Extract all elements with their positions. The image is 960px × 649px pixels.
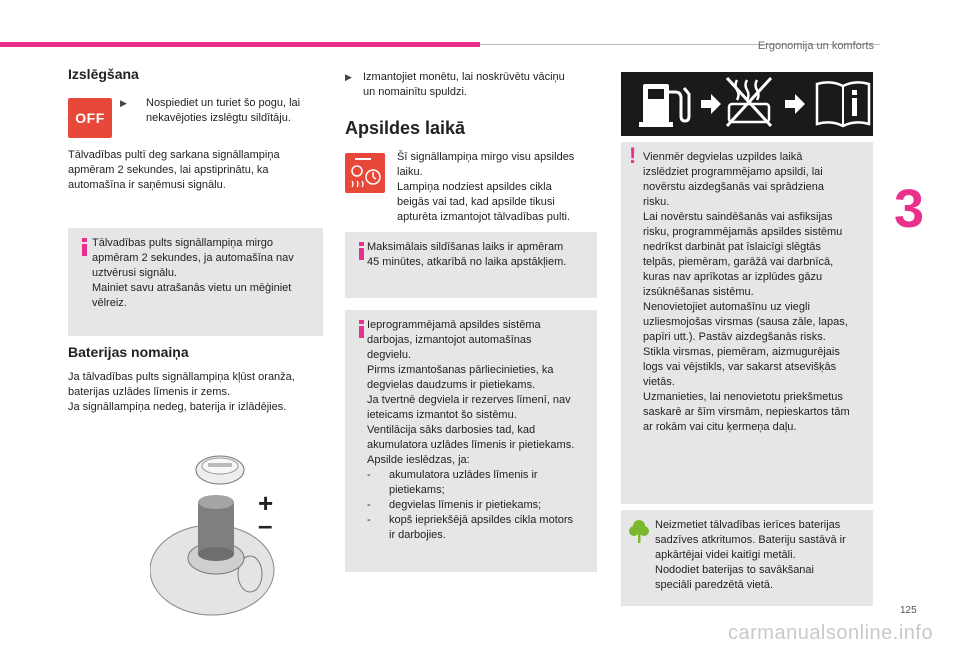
text-line: Lampiņa nodziest apsildes cikla (397, 181, 552, 193)
eco-leaf-icon (629, 518, 649, 544)
text-line: Nododiet baterijas to savākšanai (655, 564, 814, 576)
header-accent-bar (0, 42, 480, 47)
off-button-icon (68, 98, 112, 138)
text-line: kopš iepriekšējā apsildes cikla motors (389, 514, 574, 526)
heading-battery-replacement: Baterijas nomaiņa (68, 344, 189, 360)
text-line: izsūknēšanas sistēmu. (643, 286, 754, 298)
info-note-blink (68, 228, 323, 336)
heater-off-icon (727, 78, 771, 126)
text-line: logs vai vējstikls, var sakarst atsevišķās (643, 361, 837, 373)
info-note-fuel (345, 310, 597, 572)
text-line: beigās vai tad, kad apsilde tikusi (397, 196, 555, 208)
text-line: Šī signāllampiņa mirgo visu apsildes (397, 151, 575, 163)
fuel-pump-icon (639, 84, 689, 127)
text-line: degvielas daudzums ir pietiekams. (367, 379, 536, 391)
text-line: Stikla virsmas, piemēram, aizmugurējais (643, 346, 840, 358)
text-line: Nenovietojiet automašīnu uz viegli (643, 301, 810, 313)
text-line: Vienmēr degvielas uzpildes laikā (643, 151, 803, 163)
text-line: automašīna ir saņēmusi signālu. (68, 179, 226, 191)
text-line: degvielas līmenis ir pietiekams; (389, 499, 542, 511)
page-header-title: Ergonomija un komforts (757, 40, 874, 52)
text-line: Izmantojiet monētu, lai noskrūvētu vāciņu (363, 71, 565, 83)
warning-exclamation-icon: ! (629, 143, 637, 168)
arrow-right-icon (701, 94, 721, 114)
text-line: Uzmanieties, lai nenovietotu priekšmetus (643, 391, 843, 403)
text-line: Ventilācija sāks darbosies tad, kad (367, 424, 536, 436)
text-line: akumulatora uzlādes līmenis ir pietiekams. (367, 439, 575, 451)
text-line: Neizmetiet tālvadības ierīces baterijas (655, 519, 841, 531)
text-line: Ieprogrammējamā apsildes sistēma (367, 319, 541, 331)
text-line: vēlreiz. (92, 297, 127, 309)
text-line: Pirms izmantošanas pārliecinieties, ka (367, 364, 554, 376)
text-line: Apsilde ieslēdzas, ja: (367, 454, 470, 466)
text-line: speciāli paredzētā vietā. (655, 579, 774, 591)
text-line: laiku. (397, 166, 423, 178)
text-line: Tālvadības pults signāllampiņa mirgo (92, 237, 273, 249)
list-item: - degvielas līmenis ir pietiekams; (367, 499, 542, 511)
text-line: Mainiet savu atrašanās vietu un mēģiniet (92, 282, 292, 294)
list-item: - kopš iepriekšējā apsildes cikla motors ir darbojies. (367, 514, 574, 541)
text-line: pietiekams; (389, 484, 445, 496)
paragraph-confirm (68, 148, 328, 193)
text-line: uztvērusi signālu. (92, 267, 177, 279)
text-line: apturēta izmantojot tālvadības pulti. (397, 211, 571, 223)
text-line: akumulatora uzlādes līmenis ir (389, 469, 538, 481)
text-line: Ja tvertnē degviela ir rezerves līmenī, nav (367, 394, 571, 406)
arrow-right-icon (785, 94, 805, 114)
text-line: apkārtējai videi kaitīgi metāli. (655, 549, 796, 561)
list-item: - akumulatora uzlādes līmenis ir pietiekams; (367, 469, 538, 496)
bullet-arrow-icon: ▶ (345, 72, 352, 82)
text-line: darbojas, izmantojot automašīnas (367, 334, 532, 346)
text-line: telpās, piemēram, garāžā vai darbnīcā, (643, 256, 834, 268)
off-badge-label: OFF (75, 110, 105, 126)
battery-minus-sign: – (258, 510, 273, 540)
text-line: Lai novērstu saindēšanās vai asfiksijas (643, 211, 833, 223)
text-line: Maksimālais sildīšanas laiks ir apmēram (367, 241, 564, 253)
manual-book-icon (817, 82, 869, 126)
heading-during-heating: Apsildes laikā (345, 118, 466, 138)
bullet-arrow-icon: ▶ (120, 98, 127, 108)
watermark: carmanualsonline.info (728, 622, 934, 644)
heater-lamp-text (397, 150, 597, 225)
text-line: saskarē ar šīm virsmām, nepieskartos tām (643, 406, 850, 418)
info-icon (78, 238, 92, 256)
text-line: nedrīkst darbināt pat īslaicīgi slēgtās (643, 241, 821, 253)
info-note-max-time (345, 232, 597, 298)
text-line: sadzīves atkritumos. Bateriju sastāvā ir (655, 534, 846, 546)
text-line: apmēram 2 sekundes, ja automašīna nav (92, 252, 294, 264)
text-line: Ja tālvadības pults signāllampiņa kļūst oranža, (68, 371, 295, 383)
battery-plus-sign: + (258, 488, 274, 518)
text-line: Tālvadības pultī deg sarkana signāllampiņa (68, 149, 280, 161)
text-line: apmēram 2 sekundes, lai apstiprinātu, ka (68, 164, 269, 176)
eco-note-battery-disposal (621, 510, 873, 606)
text-line: ar rokām vai citu ķermeņa daļu. (643, 421, 797, 433)
warning-note-refuel (621, 142, 873, 504)
text-line: Nospiediet un turiet šo pogu, lai (146, 97, 301, 109)
text-line: izslēdziet programmējamo apsildi, lai (643, 166, 823, 178)
text-line: 45 minūtes, atkarībā no laika apstākļiem. (367, 256, 567, 268)
text-line: vietās. (643, 376, 675, 388)
text-line: ieteicams izmantot šo sistēmu. (367, 409, 517, 421)
chapter-number: 3 (894, 179, 925, 239)
text-line: un nomainītu spuldzi. (363, 86, 467, 98)
text-line: novērstu aizdegšanās vai sprādziena (643, 181, 825, 193)
heading-switch-off: Izslēgšana (68, 66, 139, 82)
paragraph-battery (68, 370, 328, 415)
text-line: papīri utt.). Pastāv aizdegšanās risks. (643, 331, 826, 343)
page-number: 125 (900, 605, 917, 616)
text-line: ir darbojies. (389, 529, 446, 541)
text-line: kuras nav aprīkotas ar izplūdes gāzu (643, 271, 823, 283)
heater-warning-lamp-icon (345, 153, 385, 193)
text-line: Ja signāllampiņa nedeg, baterija ir izlādējies. (68, 401, 287, 413)
text-line: risku. (643, 196, 670, 208)
text-line: baterijas uzlādes līmenis ir zems. (68, 386, 231, 398)
text-line: risku, programmējamās apsildes sistēmu (643, 226, 843, 238)
text-line: uzliesmojošas virsmas (sausa zāle, lapas, (643, 316, 848, 328)
refuel-warning-pictogram (621, 72, 873, 136)
text-line: degvielu. (367, 349, 412, 361)
text-line: nekavējoties izslēgtu sildītāju. (146, 112, 291, 124)
